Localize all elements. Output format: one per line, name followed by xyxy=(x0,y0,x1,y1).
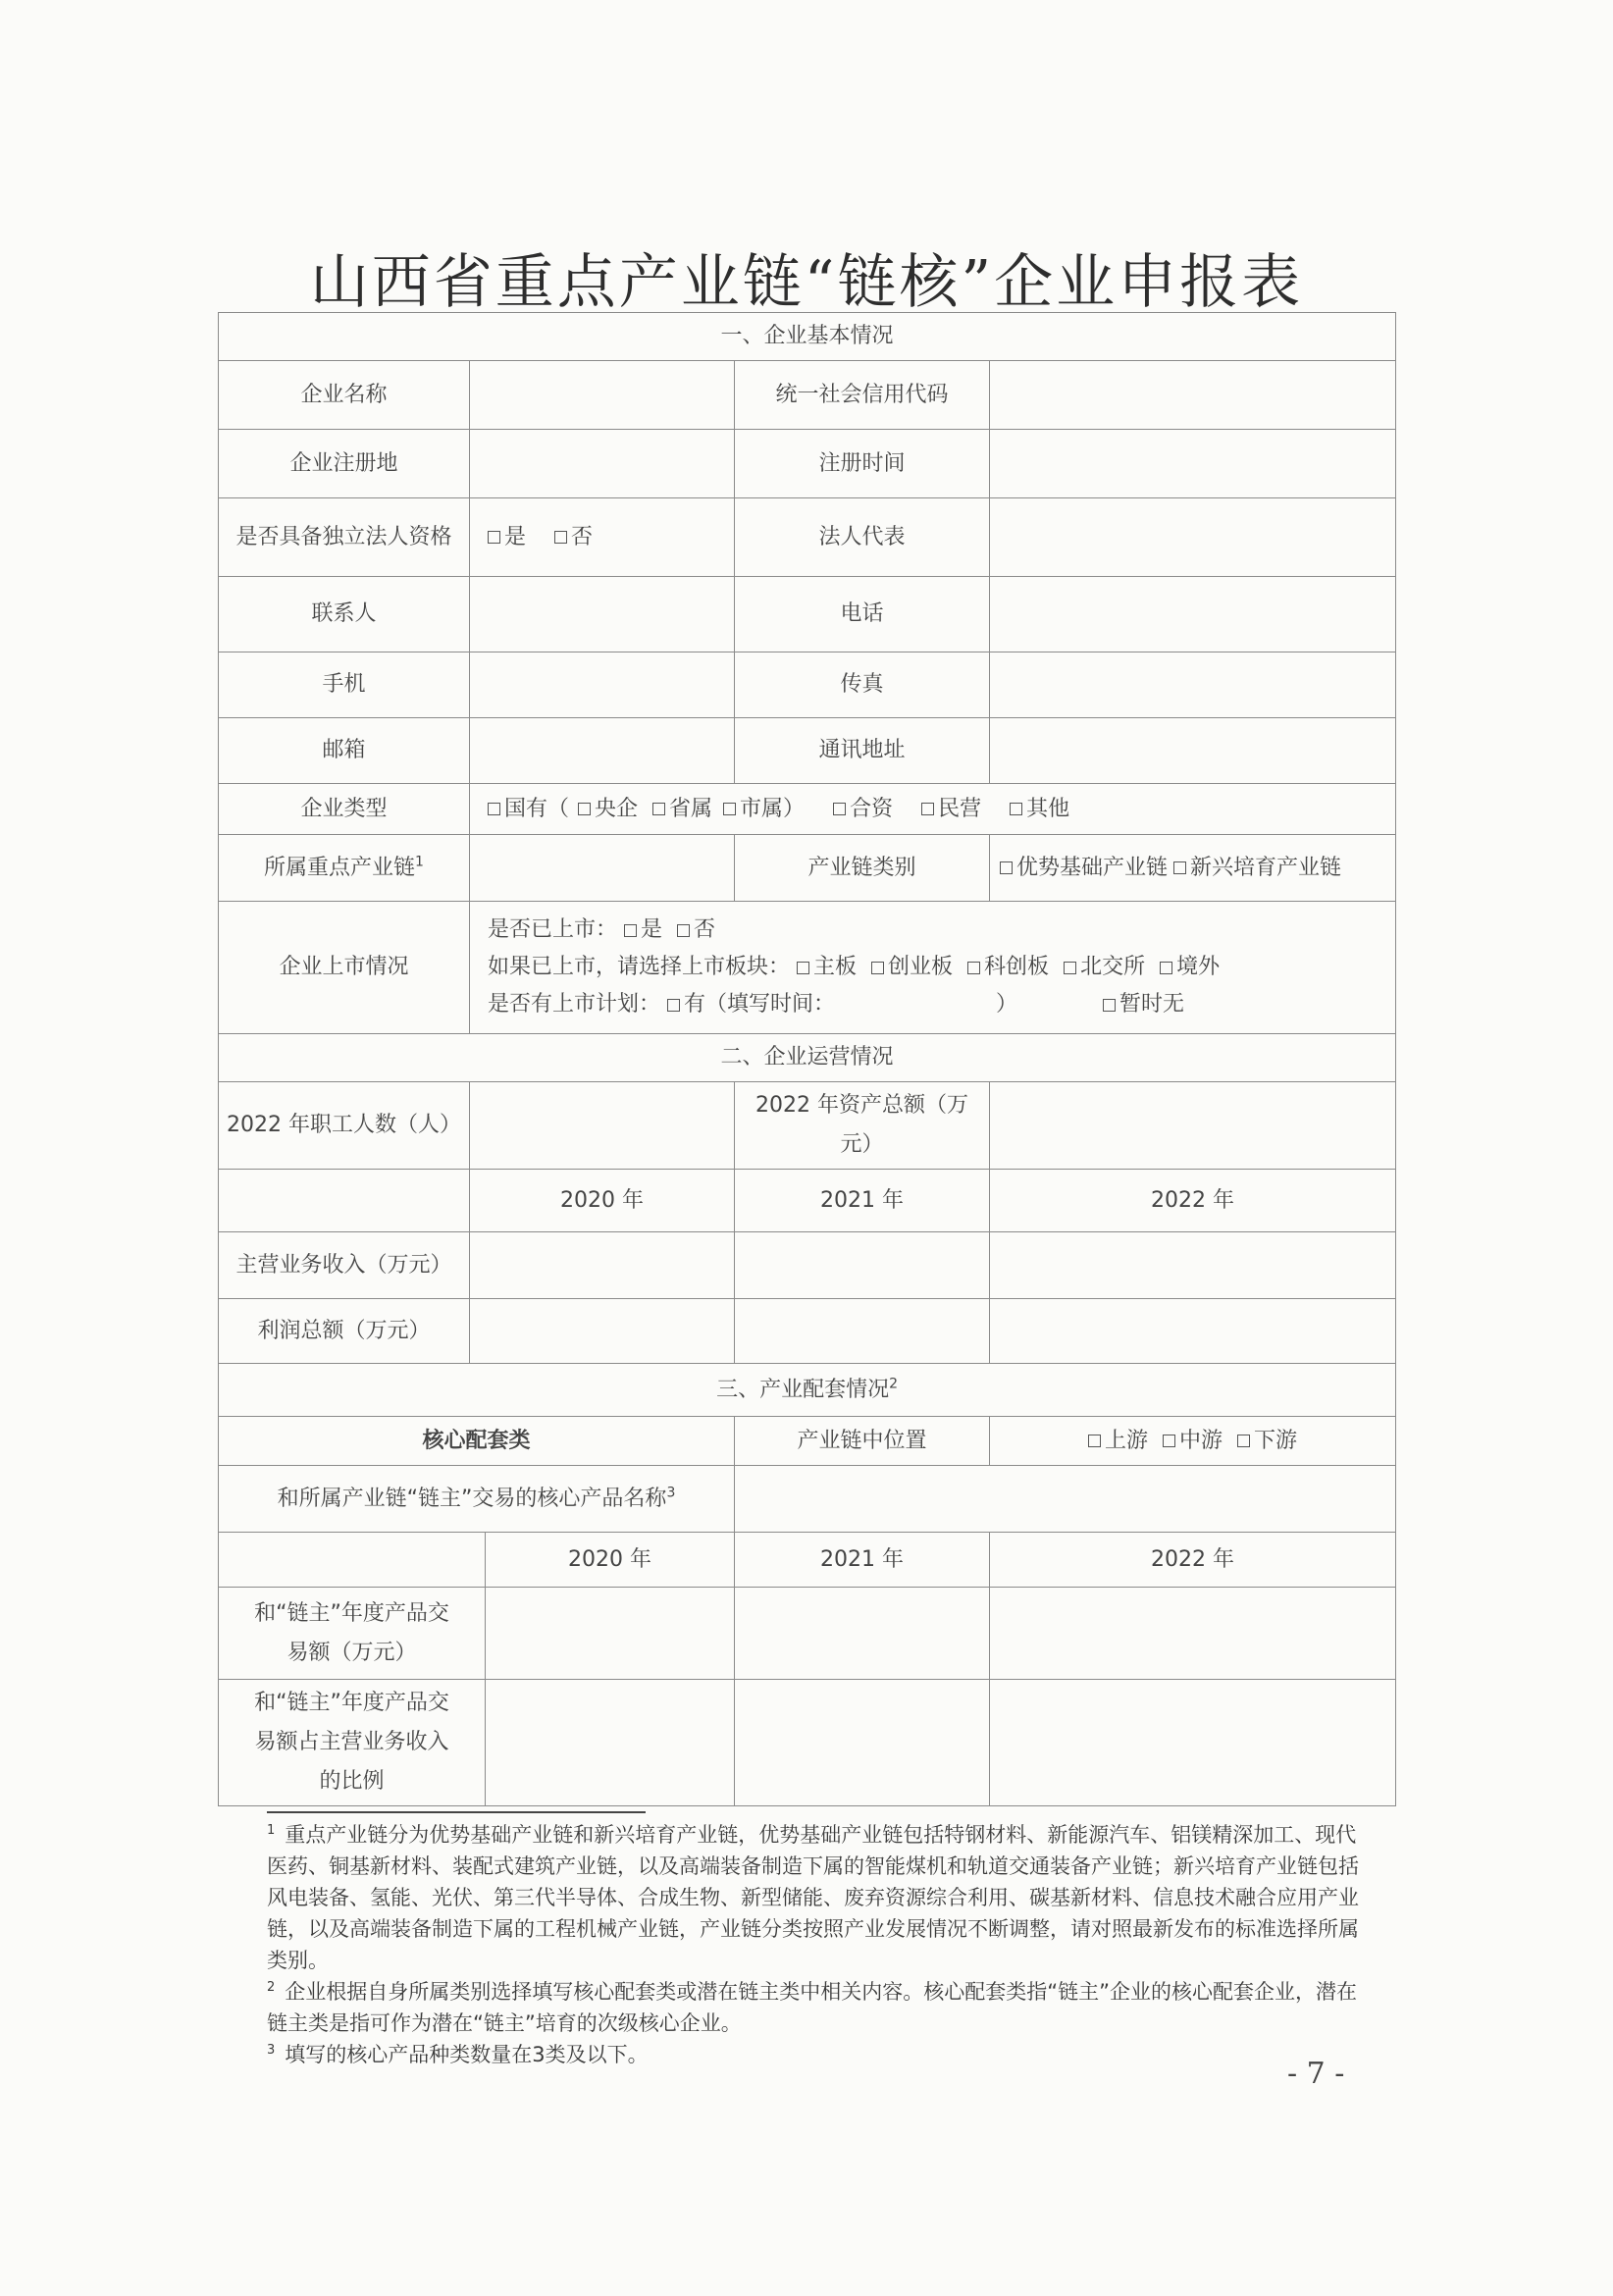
ops-year-2022: 2022 年 xyxy=(990,1170,1396,1232)
plan-yes-checkbox[interactable]: 有（填写时间： xyxy=(667,992,835,1017)
trade-ratio-label: 和“链主”年度产品交易额占主营业务收入的比例 xyxy=(219,1680,486,1806)
type-province-checkbox[interactable]: 省属 xyxy=(652,797,712,821)
type-city-checkbox[interactable]: 市属） xyxy=(723,797,805,821)
match-year-corner xyxy=(219,1533,486,1588)
chain-category-label: 产业链类别 xyxy=(735,835,990,902)
phone-field[interactable] xyxy=(990,577,1396,652)
profit-2021-field[interactable] xyxy=(735,1299,990,1364)
footnote-2-text: 企业根据自身所属类别选择填写核心配套类或潜在链主类中相关内容。核心配套类指“链主”企业的核心配套企业，潜在链主类是指可作为潜在“链主”培育的次级核心企业。 xyxy=(267,1980,1358,2035)
position-down-checkbox[interactable]: 下游 xyxy=(1237,1429,1297,1453)
company-type-label: 企业类型 xyxy=(219,784,470,835)
type-private-checkbox[interactable]: 民营 xyxy=(921,797,981,821)
chain-field[interactable] xyxy=(470,835,735,902)
profit-label: 利润总额（万元） xyxy=(219,1299,470,1364)
position-up-checkbox[interactable]: 上游 xyxy=(1088,1429,1148,1453)
chain-category-options xyxy=(990,835,1396,902)
listed-question: 是否已上市： xyxy=(488,917,618,942)
revenue-2022-field[interactable] xyxy=(990,1232,1396,1299)
legal-yes-checkbox[interactable]: 是 xyxy=(488,525,526,549)
page-number: - 7 - xyxy=(1287,2057,1345,2091)
trade-amount-2021-field[interactable] xyxy=(735,1588,990,1680)
ops-year-2020: 2020 年 xyxy=(470,1170,735,1232)
phone-label: 电话 xyxy=(735,577,990,652)
fax-label: 传真 xyxy=(735,652,990,718)
footnote-3 xyxy=(267,2039,1376,2070)
board-question: 如果已上市，请选择上市板块： xyxy=(488,955,791,979)
section-matching-text: 三、产业配套情况 xyxy=(716,1377,890,1402)
mobile-label: 手机 xyxy=(219,652,470,718)
position-mid-checkbox[interactable]: 中游 xyxy=(1163,1429,1223,1453)
type-jv-checkbox[interactable]: 合资 xyxy=(833,797,893,821)
footnotes xyxy=(267,1819,1376,2070)
legal-no-checkbox[interactable]: 否 xyxy=(554,525,593,549)
footnote-ref-2: 2 xyxy=(889,1376,898,1392)
email-field[interactable] xyxy=(470,718,735,784)
chain-label xyxy=(219,835,470,902)
section-operations: 二、企业运营情况 xyxy=(219,1034,1396,1082)
footnote-ref-3: 3 xyxy=(666,1485,676,1501)
company-name-label: 企业名称 xyxy=(219,361,470,430)
core-product-label-text: 和所属产业链“链主”交易的核心产品名称 xyxy=(277,1486,667,1511)
fax-field[interactable] xyxy=(990,652,1396,718)
board-bse-checkbox[interactable]: 北交所 xyxy=(1064,955,1145,979)
plan-none-checkbox[interactable]: 暂时无 xyxy=(1103,992,1184,1017)
legal-person-label: 是否具备独立法人资格 xyxy=(219,498,470,577)
trade-amount-label: 和“链主”年度产品交易额（万元） xyxy=(219,1588,486,1680)
legal-person-options xyxy=(470,498,735,577)
footnote-1-text: 重点产业链分为优势基础产业链和新兴培育产业链，优势基础产业链包括特钢材料、新能源汽车、铝镁精深加工、现代医药、铜基新材料、装配式建筑产业链，以及高端装备制造下属的智能煤机和轨道交通装备产业链；新兴培育产业链包括风电装备、氢能、光伏、第三代半导体、合成生物、新型储能、废弃资源综合利用、碳基新材料、信息技术融合应用产业链，以及高端装备制造下属的工程机械产业链，产业链分类按照产业发展情况不断调整，请对照最新发布的标准选择所属类别。 xyxy=(267,1823,1359,1972)
revenue-2020-field[interactable] xyxy=(470,1232,735,1299)
ops-year-2021: 2021 年 xyxy=(735,1170,990,1232)
legal-rep-field[interactable] xyxy=(990,498,1396,577)
trade-ratio-2021-field[interactable] xyxy=(735,1680,990,1806)
mobile-field[interactable] xyxy=(470,652,735,718)
match-year-2020: 2020 年 xyxy=(486,1533,735,1588)
contact-label: 联系人 xyxy=(219,577,470,652)
listing-options xyxy=(470,902,1396,1034)
address-label: 通讯地址 xyxy=(735,718,990,784)
credit-code-label: 统一社会信用代码 xyxy=(735,361,990,430)
reg-time-field[interactable] xyxy=(990,430,1396,498)
board-row xyxy=(488,949,1387,986)
revenue-2021-field[interactable] xyxy=(735,1232,990,1299)
type-state-checkbox[interactable]: 国有（ xyxy=(488,797,569,821)
listing-label: 企业上市情况 xyxy=(219,902,470,1034)
core-product-field[interactable] xyxy=(735,1466,1396,1533)
trade-ratio-2022-field[interactable] xyxy=(990,1680,1396,1806)
revenue-label: 主营业务收入（万元） xyxy=(219,1232,470,1299)
legal-rep-label: 法人代表 xyxy=(735,498,990,577)
footnote-separator xyxy=(267,1811,646,1813)
board-star-checkbox[interactable]: 科创板 xyxy=(967,955,1049,979)
ops-year-corner xyxy=(219,1170,470,1232)
reg-place-field[interactable] xyxy=(470,430,735,498)
reg-place-label: 企业注册地 xyxy=(219,430,470,498)
chain-position-options xyxy=(990,1417,1396,1466)
footnote-ref-1: 1 xyxy=(415,854,424,870)
footnote-3-text: 填写的核心产品种类数量在3类及以下。 xyxy=(285,2043,649,2066)
staff-count-label: 2022 年职工人数（人） xyxy=(219,1082,470,1170)
chain-emerging-checkbox[interactable]: 新兴培育产业链 xyxy=(1173,856,1341,880)
footnote-3-marker: 3 xyxy=(267,2043,276,2058)
contact-field[interactable] xyxy=(470,577,735,652)
section-basic-info: 一、企业基本情况 xyxy=(219,313,1396,361)
section-matching xyxy=(219,1364,1396,1417)
application-form-table xyxy=(218,312,1396,1806)
company-name-field[interactable] xyxy=(470,361,735,430)
staff-count-field[interactable] xyxy=(470,1082,735,1170)
footnote-1 xyxy=(267,1819,1376,1976)
footnote-2-marker: 2 xyxy=(267,1980,276,1995)
plan-row xyxy=(488,986,1387,1023)
profit-2022-field[interactable] xyxy=(990,1299,1396,1364)
form-title: 山西省重点产业链“链核”企业申报表 xyxy=(309,248,1304,317)
core-class-label: 核心配套类 xyxy=(219,1417,735,1466)
listed-yes-checkbox[interactable]: 是 xyxy=(624,917,662,942)
plan-close-paren: ） xyxy=(996,992,1018,1017)
email-label: 邮箱 xyxy=(219,718,470,784)
match-year-2022: 2022 年 xyxy=(990,1533,1396,1588)
core-product-label xyxy=(219,1466,735,1533)
board-gem-checkbox[interactable]: 创业板 xyxy=(871,955,953,979)
reg-time-label: 注册时间 xyxy=(735,430,990,498)
chain-label-text: 所属重点产业链 xyxy=(264,855,416,880)
board-main-checkbox[interactable]: 主板 xyxy=(797,955,857,979)
board-overseas-checkbox[interactable]: 境外 xyxy=(1160,955,1220,979)
trade-amount-2020-field[interactable] xyxy=(486,1588,735,1680)
total-assets-field[interactable] xyxy=(990,1082,1396,1170)
type-central-checkbox[interactable]: 央企 xyxy=(578,797,638,821)
chain-position-label: 产业链中位置 xyxy=(735,1417,990,1466)
company-type-options xyxy=(470,784,1396,835)
match-year-2021: 2021 年 xyxy=(735,1533,990,1588)
footnote-1-marker: 1 xyxy=(267,1823,276,1838)
trade-amount-2022-field[interactable] xyxy=(990,1588,1396,1680)
trade-ratio-2020-field[interactable] xyxy=(486,1680,735,1806)
listed-row xyxy=(488,912,1387,949)
plan-question: 是否有上市计划： xyxy=(488,992,661,1017)
total-assets-label: 2022 年资产总额（万元） xyxy=(735,1082,990,1170)
address-field[interactable] xyxy=(990,718,1396,784)
credit-code-field[interactable] xyxy=(990,361,1396,430)
chain-advantage-checkbox[interactable]: 优势基础产业链 xyxy=(1000,856,1168,880)
listed-no-checkbox[interactable]: 否 xyxy=(677,917,715,942)
profit-2020-field[interactable] xyxy=(470,1299,735,1364)
footnote-2 xyxy=(267,1976,1376,2039)
type-other-checkbox[interactable]: 其他 xyxy=(1010,797,1069,821)
